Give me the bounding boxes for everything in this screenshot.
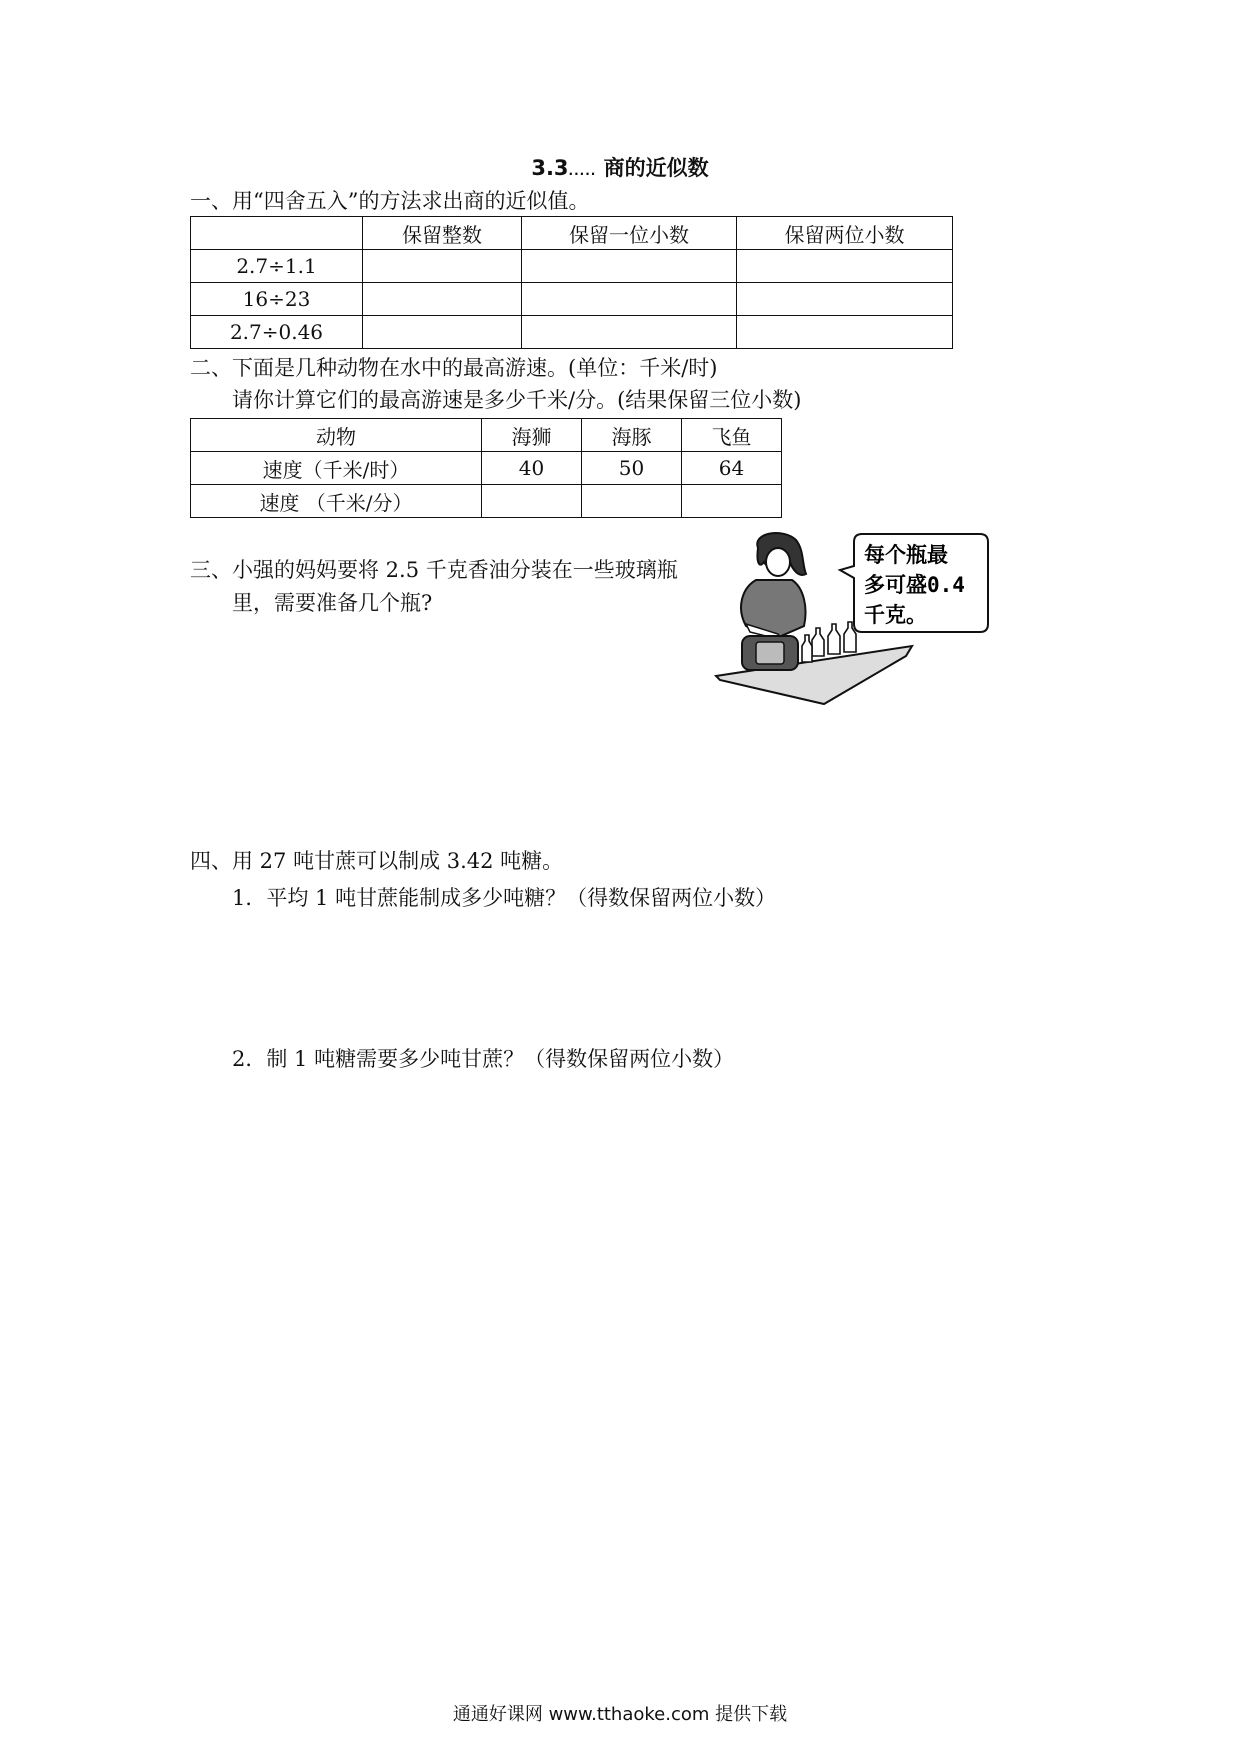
q3-line2: 里，需要准备几个瓶?: [232, 591, 433, 615]
q4-sub2: 2．制 1 吨糖需要多少吨甘蔗？（得数保留两位小数）: [232, 1047, 735, 1071]
speed-value: 40: [482, 452, 582, 485]
bubble-line-3: 千克。: [864, 603, 927, 627]
answer-cell: [522, 250, 737, 283]
table-header-cell: 海狮: [482, 419, 582, 452]
table-row: [191, 283, 953, 316]
table-row: [191, 217, 953, 250]
table-header-cell: [191, 217, 363, 250]
speed-value: 64: [682, 452, 782, 485]
q3-line1: 三、小强的妈妈要将 2.5 千克香油分装在一些玻璃瓶: [190, 558, 678, 582]
table-header-cell: 飞鱼: [682, 419, 782, 452]
row-label: 速度 （千米/分）: [191, 485, 482, 518]
woman-pouring-oil-illustration: [712, 528, 994, 706]
answer-cell: [737, 250, 953, 283]
row-label: 2.7÷1.1: [191, 250, 363, 283]
table-row: [191, 250, 953, 283]
speed-value: 50: [582, 452, 682, 485]
table-row: [191, 316, 953, 349]
q1-text: 一、用“四舍五入”的方法求出商的近似值。: [190, 189, 590, 213]
row-label: 2.7÷0.46: [191, 316, 363, 349]
q4-line1: 四、用 27 吨甘蔗可以制成 3.42 吨糖。: [190, 849, 564, 873]
answer-cell: [682, 485, 782, 518]
title-text: 商的近似数: [603, 156, 709, 180]
q2-table: [190, 418, 782, 518]
q4-sub1: 1．平均 1 吨甘蔗能制成多少吨糖？（得数保留两位小数）: [232, 886, 777, 910]
table-header-cell: 动物: [191, 419, 482, 452]
answer-cell: [737, 283, 953, 316]
q1-table: [190, 216, 953, 349]
footer-credit: 通通好课网 www.tthaoke.com 提供下载: [452, 1704, 788, 1725]
table-row: [191, 452, 782, 485]
title-dots: .....: [568, 164, 597, 178]
q2-line1: 二、下面是几种动物在水中的最高游速。(单位：千米/时): [190, 356, 718, 380]
row-label: 速度（千米/时）: [191, 452, 482, 485]
table-row: [191, 419, 782, 452]
table-header-cell: 保留整数: [363, 217, 522, 250]
page-title: [0, 152, 1240, 182]
answer-cell: [482, 485, 582, 518]
table-row: [191, 485, 782, 518]
answer-cell: [363, 250, 522, 283]
q2-line2: 请你计算它们的最高游速是多少千米/分。(结果保留三位小数): [232, 388, 802, 412]
answer-cell: [363, 316, 522, 349]
table-header-cell: 保留一位小数: [522, 217, 737, 250]
title-number: 3.3: [531, 156, 569, 180]
answer-cell: [582, 485, 682, 518]
answer-cell: [522, 283, 737, 316]
answer-cell: [522, 316, 737, 349]
table-header-cell: 海豚: [582, 419, 682, 452]
face-icon: [766, 548, 790, 576]
table-header-cell: 保留两位小数: [737, 217, 953, 250]
answer-cell: [737, 316, 953, 349]
answer-cell: [363, 283, 522, 316]
bubble-line-2: 多可盛0.4: [864, 573, 965, 597]
bubble-line-1: 每个瓶最: [864, 543, 948, 567]
row-label: 16÷23: [191, 283, 363, 316]
